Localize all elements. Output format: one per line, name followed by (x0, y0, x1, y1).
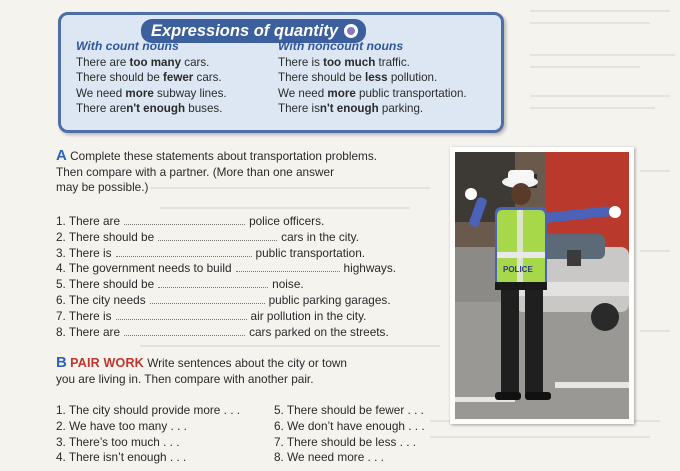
list-item: 2. We have too many . . . (56, 418, 187, 433)
audio-icon[interactable] (344, 24, 358, 38)
blank-field[interactable] (116, 246, 252, 257)
list-item: 4. There isn’t enough . . . (56, 450, 187, 465)
list-item: 5. There should be noise. (56, 277, 304, 292)
grammar-box (58, 12, 504, 133)
exercise-b-right-list (274, 403, 425, 466)
noncount-line: There should be less pollution. (278, 71, 438, 84)
list-item: 2. There should be cars in the city. (56, 229, 359, 244)
noncount-line: There is too much traffic. (278, 55, 410, 69)
exercise-b-instruction-line: you are living in. Then compare with another pair. (56, 371, 314, 386)
blank-field[interactable] (158, 230, 277, 241)
count-nouns-heading: With count nouns (76, 39, 179, 53)
list-item: 6. We don’t have enough . . . (274, 418, 425, 433)
list-item: 1. The city should provide more . . . (56, 403, 241, 417)
blank-field[interactable] (236, 261, 340, 272)
noncount-nouns-heading: With noncount nouns (278, 39, 404, 53)
police-officer-photo (450, 147, 634, 424)
list-item: 8. We need more . . . (274, 450, 384, 465)
blank-field[interactable] (150, 293, 265, 304)
grammar-title-text: Expressions of quantity (151, 22, 339, 40)
list-item: 3. There is public transportation. (56, 245, 366, 260)
exercise-a-instructions (56, 148, 377, 196)
blank-field[interactable] (116, 309, 247, 320)
exercise-a-list (56, 214, 396, 340)
list-item: 4. The government needs to build highways. (56, 261, 397, 276)
exercise-a-letter: A (56, 147, 67, 164)
list-item: 1. There are police officers. (56, 214, 325, 228)
blank-field[interactable] (124, 214, 245, 225)
blank-field[interactable] (158, 277, 268, 288)
count-line: There aren't enough buses. (76, 102, 223, 115)
exercise-b-instructions (56, 355, 347, 387)
count-line: There are too many cars. (76, 55, 210, 69)
list-item: 5. There should be fewer . . . (274, 403, 424, 417)
exercise-b-instruction-line: Write sentences about the city or town (147, 356, 347, 370)
exercise-a-instruction-line: may be possible.) (56, 180, 149, 194)
exercise-a-instruction-line: Then compare with a partner. (More than one answer (56, 164, 335, 179)
list-item: 6. The city needs public parking garages. (56, 292, 391, 307)
exercise-b-letter: B (56, 354, 67, 371)
noncount-line: There isn't enough parking. (278, 102, 424, 115)
list-item: 7. There is air pollution in the city. (56, 308, 367, 323)
count-line: There should be fewer cars. (76, 71, 222, 84)
noncount-line: We need more public transportation. (278, 86, 467, 100)
list-item: 8. There are cars parked on the streets. (56, 324, 389, 339)
exercise-b-left-list (56, 403, 240, 466)
count-line: We need more subway lines. (76, 86, 227, 100)
vest-text: POLICE (503, 265, 533, 274)
police-officer-directing-traffic-icon (455, 152, 629, 419)
list-item: 3. There’s too much . . . (56, 434, 180, 449)
pair-work-label: PAIR WORK (70, 356, 144, 370)
exercise-a-instruction-line: Complete these statements about transportation problems. (70, 149, 378, 163)
blank-field[interactable] (124, 325, 245, 336)
count-nouns-column (76, 39, 227, 117)
list-item: 7. There should be less . . . (274, 434, 417, 449)
noncount-nouns-column (278, 39, 467, 117)
